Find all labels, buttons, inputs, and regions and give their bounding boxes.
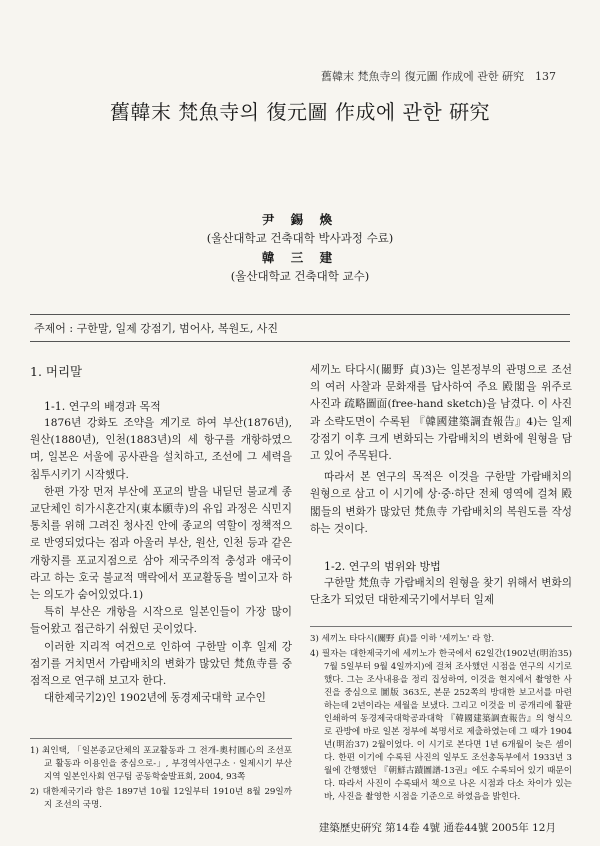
right-column (310, 362, 572, 609)
author-name-1: 尹 錫 煥 (261, 212, 339, 227)
footnote: 3) 세끼노 타다시(關野 貞)를 이하 '세끼노' 라 함. (310, 634, 495, 644)
author-name-2: 韓 三 建 (261, 250, 339, 265)
footnote: 4) 필자는 대한제국기에 세끼노가 한국에서 62일간(1902년(明治35) 7월 5일부터 9월 4일까지)에 걸쳐 조사했던 시점을 연구의 시기로 했다. 그는 조사내용을 정리 집성하여, 이것을 현지에서 촬영한 사진을 중심으로 圖版 363도, 본문 252쪽의 방대한 보고서를 마련하는데 2년이라는 세월을 보냈다. 그리고 이것을 비 공개리에 활판 인쇄하여 동경제국대학공과대학 『韓國建築調査報告』의 형식으로 관방에 바로 일본 정부에 복명서로 제출하였는데 그 때가 1904년(明治37) 2월이었다. 이 시기로 본다면 1년 6개월이 늦은 셈이다. 한편 이기에 수록된 사진의 일부도 조선총독부에서 1933년 3월에 간행했던 『朝鮮古蹟圖譜-13권』에도 수록되어 있기 때문이다. 따라서 사진이 수록돼서 책으로 나온 시점과 다소 차이가 있는 바, 사진을 촬영한 시점을 기준으로 하였음을 밝힌다. (310, 649, 572, 802)
paragraph: 따라서 본 연구의 목적은 이것을 구한말 가람배치의 원형으로 삼고 이 시기에 상·중·하단 전체 영역에 걸쳐 殿閣들의 변화가 많았던 梵魚寺 가람배치의 복원도를 작성하는 것이다. (310, 471, 572, 535)
running-head: 舊韓末 梵魚寺의 復元圖 作成에 관한 硏究 137 (321, 70, 556, 83)
paragraph: 특히 부산은 개항을 시작으로 일본인들이 가장 많이 들어왔고 접근하기 쉬웠던 곳이었다. (30, 606, 292, 636)
paragraph: 한편 가장 먼저 부산에 포교의 발을 내딛던 불교계 종교단체인 히가시혼간지(東本願寺)의 유입 과정은 식민지통치를 위해 그려진 청사진 안에 종교의 역할이 정책적으로 반영되었다는 점과 아울러 부산, 원산, 인천 등과 같은 개항지를 포교지점으로 삼아 제국주의적 충성과 애국이라고 하는 호국 불교적 맥락에서 포교활동을 벌이고자 하는 의도가 숨어있었다.1) (30, 485, 292, 602)
paragraph: 구한말 梵魚寺 가람배치의 원형을 찾기 위해서 변화의 단초가 되었던 대한제국기에서부터 일제 (310, 577, 572, 607)
footnote: 1) 최인택, 「일본종교단체의 포교활동과 그 전개-奧村圓心의 조선포교 활동과 이용인을 중심으로-」, 부경역사연구소 · 일제시기 부산지역 일본인사회 연구팀 공동학술발표회, 2004, 93쪽 (30, 746, 292, 782)
footnotes-left (30, 738, 292, 814)
paragraph: 대한제국기2)인 1902년에 동경제국대학 교수인 (44, 692, 266, 705)
left-column (30, 362, 292, 707)
paragraph: 이러한 지리적 여건으로 인하여 구한말 이후 일제 강점기를 거치면서 가람배치의 변화가 많았던 梵魚寺를 중점적으로 연구해 보고자 한다. (30, 640, 292, 688)
keywords-line: 주제어 : 구한말, 일제 강점기, 범어사, 복원도, 사진 (30, 314, 570, 342)
author-affiliation-2: (울산대학교 건축대학 교수) (230, 269, 370, 283)
section-heading: 1. 머리말 (30, 364, 83, 379)
paper-title: 舊韓末 梵魚寺의 復元圖 作成에 관한 硏究 (109, 100, 491, 124)
footnotes-right (310, 626, 572, 806)
author-affiliation-1: (울산대학교 건축대학 박사과정 수료) (206, 231, 394, 245)
author-block (0, 210, 600, 286)
paragraph: 1876년 강화도 조약을 계기로 하여 부산(1876년), 원산(1880년), 인천(1883년)의 세 항구를 개항하였으며, 일본은 서울에 공사관을 설치하고, 조선에 그 세력을 침투시키기 시작했다. (30, 417, 292, 481)
footnote: 2) 대한제국기라 함은 1897년 10월 12일부터 1910년 8월 29일까지 조선의 국명. (30, 787, 292, 810)
subsection-heading-1-1: 1-1. 연구의 배경과 목적 (44, 400, 161, 413)
paragraph: 세끼노 타다시(關野 貞)3)는 일본정부의 관명으로 조선의 여러 사찰과 문화재를 답사하여 주요 殿閣을 위주로 사진과 疏略圖面(free-hand sketch)을 남겼다. 이 사진과 소략도면이 수록된 『韓國建築調査報告』4)는 일제 강점기 이후 크게 변화되는 가람배치의 변화에 원형을 담고 있어 주목된다. (310, 364, 572, 463)
journal-footer: 建築歷史硏究 第14卷 4號 通卷44號 2005年 12月 (318, 822, 556, 834)
subsection-heading-1-2: 1-2. 연구의 범위와 방법 (324, 560, 441, 574)
